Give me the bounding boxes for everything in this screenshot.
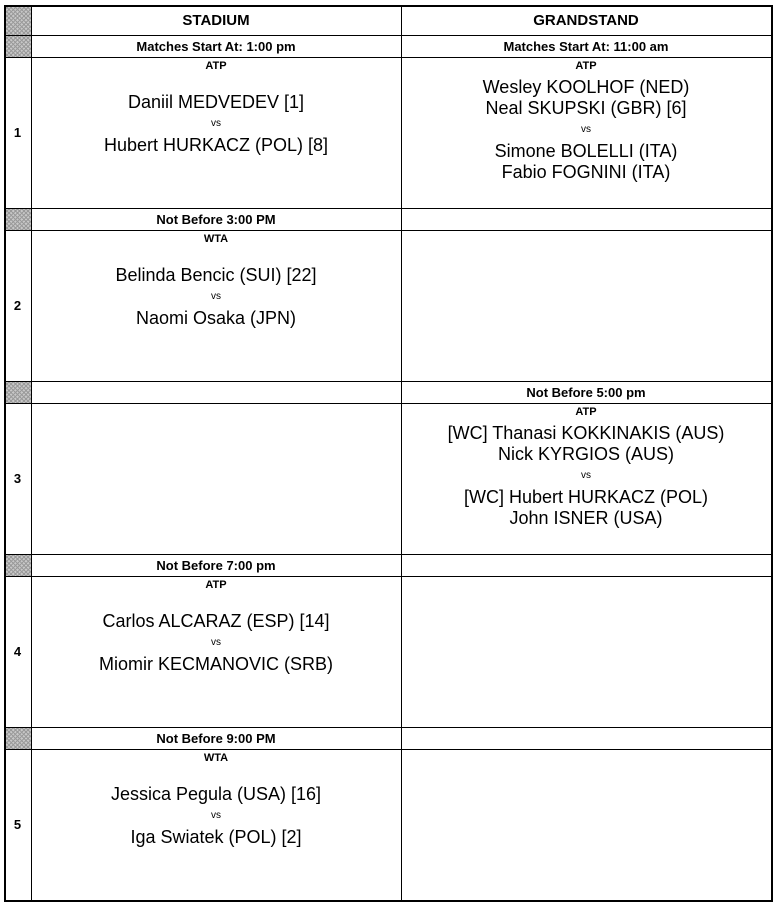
grid-line	[31, 5, 32, 901]
player-name: Belinda Bencic (SUI) [22]	[115, 265, 317, 285]
player-name: Miomir KECMANOVIC (SRB)	[98, 654, 333, 674]
player-name: Iga Swiatek (POL) [2]	[130, 827, 302, 847]
vs-label: vs	[211, 637, 221, 648]
grid-line	[4, 576, 772, 577]
stadium-start-time: Not Before 3:00 PM	[156, 211, 276, 227]
time-band-hatch	[4, 381, 31, 403]
grandstand-start-time: Not Before 5:00 pm	[526, 384, 646, 400]
player-name: [WC] Hubert HURKACZ (POL)	[463, 487, 709, 507]
stadium-match-2	[31, 230, 401, 381]
grid-line	[771, 5, 773, 902]
stadium-match-4	[31, 576, 401, 727]
time-band-hatch	[4, 208, 31, 230]
grid-line	[4, 5, 773, 7]
court-header-stadium: STADIUM	[182, 11, 250, 29]
player-name: Jessica Pegula (USA) [16]	[110, 784, 322, 804]
player-name: Neal SKUPSKI (GBR) [6]	[485, 98, 687, 118]
vs-label: vs	[581, 124, 591, 135]
grid-line	[4, 230, 772, 231]
player-name: Naomi Osaka (JPN)	[135, 308, 297, 328]
tour-label: WTA	[203, 233, 229, 245]
player-name: John ISNER (USA)	[509, 508, 663, 528]
player-name: Daniil MEDVEDEV [1]	[127, 92, 305, 112]
tour-label: WTA	[203, 752, 229, 764]
time-band-hatch	[4, 727, 31, 749]
player-name: Hubert HURKACZ (POL) [8]	[103, 135, 329, 155]
grid-line	[401, 5, 402, 901]
player-name: Simone BOLELLI (ITA)	[494, 141, 678, 161]
corner-hatch	[4, 5, 31, 35]
player-name: Fabio FOGNINI (ITA)	[501, 162, 671, 182]
row-number-1: 1	[13, 125, 22, 140]
vs-label: vs	[211, 291, 221, 302]
grid-line	[4, 208, 772, 209]
player-name: Wesley KOOLHOF (NED)	[482, 77, 690, 97]
grid-line	[4, 749, 772, 750]
time-band-hatch	[4, 35, 31, 57]
grid-line	[4, 403, 772, 404]
row-number-3: 3	[13, 471, 22, 486]
grandstand-start-time: Matches Start At: 11:00 am	[503, 38, 669, 54]
tour-label: ATP	[205, 579, 227, 591]
grandstand-match-1	[401, 57, 771, 208]
vs-label: vs	[211, 810, 221, 821]
grid-line	[4, 900, 773, 902]
player-name: [WC] Thanasi KOKKINAKIS (AUS)	[447, 423, 725, 443]
vs-label: vs	[581, 470, 591, 481]
row-number-4: 4	[13, 644, 22, 659]
grid-line	[4, 727, 772, 728]
vs-label: vs	[211, 118, 221, 129]
tour-label: ATP	[205, 60, 227, 72]
row-number-2: 2	[13, 298, 22, 313]
row-number-5: 5	[13, 817, 22, 832]
grid-line	[4, 381, 772, 382]
stadium-start-time: Not Before 9:00 PM	[156, 730, 276, 746]
stadium-match-1	[31, 57, 401, 208]
stadium-match-5	[31, 749, 401, 900]
tour-label: ATP	[575, 406, 597, 418]
player-name: Carlos ALCARAZ (ESP) [14]	[102, 611, 330, 631]
tour-label: ATP	[575, 60, 597, 72]
time-band-hatch	[4, 554, 31, 576]
player-name: Nick KYRGIOS (AUS)	[497, 444, 675, 464]
grid-line	[4, 554, 772, 555]
stadium-start-time: Not Before 7:00 pm	[156, 557, 276, 573]
court-header-grandstand: GRANDSTAND	[533, 11, 639, 29]
grid-line	[4, 35, 772, 36]
grid-line	[4, 5, 6, 901]
grandstand-match-3	[401, 403, 771, 554]
stadium-start-time: Matches Start At: 1:00 pm	[136, 38, 296, 54]
grid-line	[4, 57, 772, 58]
